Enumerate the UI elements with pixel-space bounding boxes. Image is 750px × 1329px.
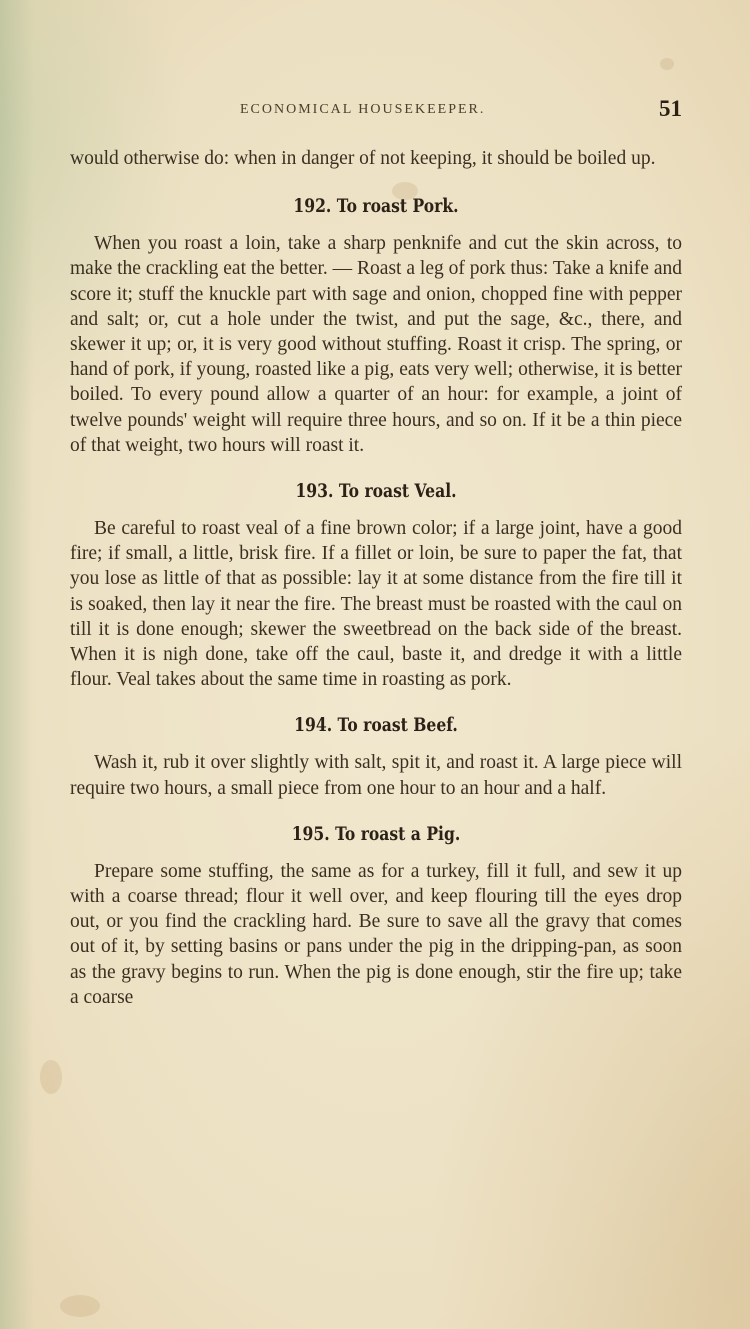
page-body bbox=[70, 146, 682, 1010]
paper-stain bbox=[60, 1295, 100, 1317]
recipe-heading-193: 193. To roast Veal. bbox=[295, 480, 457, 503]
page-header bbox=[70, 96, 682, 126]
recipe-heading-192: 192. To roast Pork. bbox=[293, 195, 459, 218]
recipe-text-193: Be careful to roast veal of a fine brown color; if a large joint, have a good fire; if small, a little, brisk fire. If a fillet or loin, be sure to paper the fat, that you lose as little of that as possible: lay it at some distance from the fire till it is soaked, then lay it near the fire. The breast must be roasted with the caul on till it is done enough; skewer the sweetbread on the back side of the breast. When it is nigh done, take off the caul, baste it, and dredge it with a little flour. Veal takes about the same time in roasting as pork. bbox=[70, 518, 682, 691]
recipe-text-195: Prepare some stuffing, the same as for a turkey, fill it full, and sew it up with a coarse thread; flour it well over, and keep flouring till the eyes drop out, or you find the crackling hard. Be sure to save all the gravy that comes out of it, by setting basins or pans under the pig in the dripping-pan, as soon as the gravy begins to run. When the pig is done enough, stir the fire up; take a coarse bbox=[70, 860, 682, 1008]
paper-stain bbox=[660, 58, 674, 70]
recipe-heading-195: 195. To roast a Pig. bbox=[291, 822, 461, 845]
recipe-text-194: Wash it, rub it over slightly with salt, spit it, and roast it. A large piece will require two hours, a small piece from one hour to an hour and a half. bbox=[70, 752, 682, 799]
recipe-text-192: When you roast a loin, take a sharp penknife and cut the skin across, to make the crackling eat the better. — Roast a leg of pork thus: Take a knife and score it; stuff the knuckle part with sage and onion, chopped fine with pepper and salt; or, cut a hole under the twist, and put the sage, &c., there, and skewer it up; or, it is very good without stuffing. Roast it crisp. The spring, or hand of pork, if young, roasted like a pig, eats very well; otherwise, it is better boiled. To every pound allow a quarter of an hour: for example, a joint of twelve pounds' weight will require three hours, and so on. If it be a thin piece of that weight, two hours will roast it. bbox=[70, 233, 682, 456]
paper-stain bbox=[40, 1060, 62, 1094]
running-head: ECONOMICAL HOUSEKEEPER. bbox=[240, 102, 486, 117]
spine-shadow bbox=[0, 0, 34, 1329]
continued-paragraph: would otherwise do: when in danger of not keeping, it should be boiled up. bbox=[70, 148, 656, 169]
page-number: 51 bbox=[659, 96, 682, 121]
recipe-heading-194: 194. To roast Beef. bbox=[294, 714, 458, 737]
